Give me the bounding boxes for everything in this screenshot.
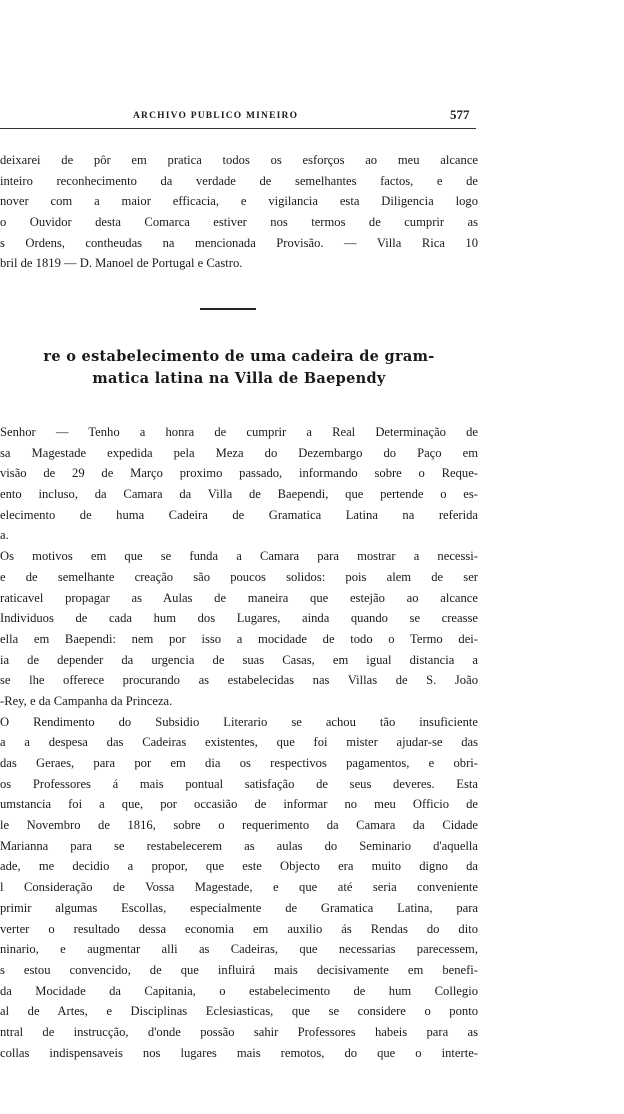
text-line: visão de 29 de Março proximo passado, informando sobre o Reque- (0, 466, 478, 481)
heading-line: re o estabelecimento de uma cadeira de gram- (43, 348, 435, 365)
text-line: Os motivos em que se funda a Camara para mostrar a necessi- (0, 549, 478, 564)
text-line: elecimento de huma Cadeira de Gramatica Latina na referida (0, 507, 478, 522)
text-line: ia de depender da urgencia de suas Casas, em igual distancia a (0, 652, 478, 667)
text-line: ade, me decidio a propor, que este Objecto era muito digno da (0, 859, 478, 874)
text-line: l Consideração de Vossa Magestade, e que até seria conveniente (0, 880, 478, 895)
text-line: O Rendimento do Subsidio Literario se achou tão insuficiente (0, 714, 478, 729)
text-line: o Ouvidor desta Comarca estiver nos termos de cumprir as (0, 215, 478, 230)
text-line: nover com a maior efficacia, e vigilancia esta Diligencia logo (0, 194, 478, 209)
body-text (0, 422, 478, 1063)
section-separator (200, 308, 256, 310)
text-line: s Ordens, contheudas na mencionada Provisão. — Villa Rica 10 (0, 235, 478, 250)
page-number: 577 (450, 107, 470, 122)
text-line: deixarei de pôr em pratica todos os esforços ao meu alcance (0, 153, 478, 167)
text-line: collas indispensaveis nos lugares mais remotos, do que o interte- (0, 1045, 478, 1060)
text-line: Senhor — Tenho a honra de cumprir a Real Determinação de (0, 425, 478, 439)
text-line: sa Magestade expedida pela Meza do Dezembargo do Paço em (0, 445, 478, 460)
text-line: ella em Baependi: nem por isso a mocidade de todo o Termo dei- (0, 631, 478, 646)
text-line: das Geraes, para por em dia os respectivos pagamentos, e obri- (0, 756, 478, 770)
text-line: raticavel propagar as Aulas de maneira que estejão ao alcance (0, 590, 478, 605)
text-line: Individuos de cada hum dos Lugares, ainda quando se creasse (0, 611, 478, 626)
text-line: ento incluso, da Camara da Villa de Baependi, que pertende o es- (0, 487, 478, 502)
text-line: se lhe offerece procurando as estabelecidas nas Villas de S. João (0, 673, 478, 688)
text-line: a a despesa das Cadeiras existentes, que foi mister ajudar-se das (0, 735, 478, 750)
text-line: le Novembro de 1816, sobre o requerimento da Camara da Cidade (0, 818, 478, 833)
text-line: da Mocidade da Capitania, o estabelecimento de hum Collegio (0, 983, 478, 998)
text-line: al de Artes, e Disciplinas Eclesiasticas, que se considere o ponto (0, 1004, 478, 1019)
text-line: s estou convencido, de que influirá mais decisivamente em benefi- (0, 962, 478, 977)
text-line: ninario, e augmentar alli as Cadeiras, que necessarias parecessem, (0, 942, 478, 957)
header-rule (0, 128, 476, 129)
text-line: verter o resultado dessa economia em auxilio ás Rendas do dito (0, 921, 478, 936)
text-line: bril de 1819 — D. Manoel de Portugal e Castro. (0, 256, 243, 271)
heading-line: matica latina na Villa de Baependy (92, 370, 386, 387)
text-line: a. (0, 528, 9, 543)
text-line: -Rey, e da Campanha da Princeza. (0, 693, 173, 708)
running-header (0, 104, 624, 126)
intro-paragraph (0, 150, 478, 274)
text-line: ntral de instrucção, d'onde possão sahir Professores habeis para as (0, 1024, 478, 1039)
text-line: Marianna para se restabelecerem as aulas do Seminario d'aquella (0, 838, 478, 853)
text-line: e de semelhante creação são poucos solidos: pois alem de ser (0, 569, 478, 584)
running-title: ARCHIVO PUBLICO MINEIRO (133, 111, 299, 121)
section-heading (0, 346, 478, 390)
text-line: os Professores á mais pontual satisfação de seus deveres. Esta (0, 776, 478, 791)
text-line: primir algumas Escollas, especialmente de Gramatica Latina, para (0, 900, 478, 915)
text-line: umstancia foi a que, por occasião de informar no meu Officio de (0, 797, 478, 812)
text-line: inteiro reconhecimento da verdade de semelhantes factos, e de (0, 173, 478, 188)
